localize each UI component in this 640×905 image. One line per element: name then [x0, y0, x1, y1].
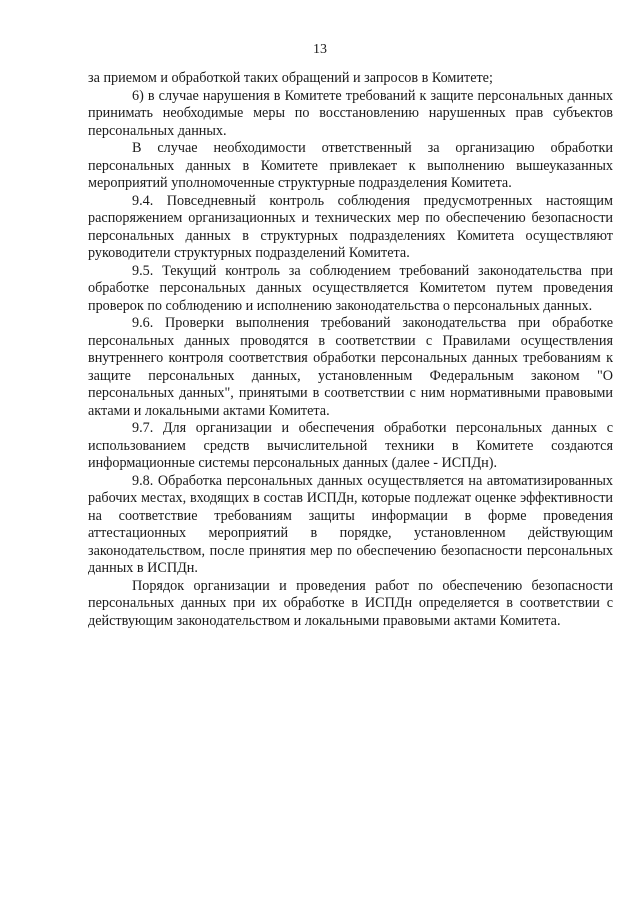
page-number: 13: [313, 42, 327, 57]
paragraph-continuation: за приемом и обработкой таких обращений и запросов в Комитете;: [88, 70, 493, 86]
paragraph-9-7: 9.7. Для организации и обеспечения обработки персональных данных с использованием средств вычислительной техники в Комитете создаются информационные системы персональных данных (далее - ИСПДн).: [88, 420, 613, 471]
paragraph-9-5: 9.5. Текущий контроль за соблюдением требований законодательства при обработке персональных данных осуществляется Комитетом путем проведения проверок по соблюдению и исполнению законодательства о персональных данных.: [88, 262, 613, 314]
paragraph-responsible-person: В случае необходимости ответственный за организацию обработки персональных данных в Комитете привлекает к выполнению вышеуказанных мероприятий уполномоченные структурные подразделения Комитета.: [88, 140, 613, 191]
paragraph-procedure: Порядок организации и проведения работ по обеспечению безопасности персональных данных при их обработке в ИСПДн определяется в соответствии с действующим законодательством и локальными правовыми актами Комитета.: [88, 577, 613, 629]
paragraph-9-8: 9.8. Обработка персональных данных осуществляется на автоматизированных рабочих местах, входящих в состав ИСПДн, которые подлежат оценке эффективности на соответствие требованиям защиты информации в форме проведения аттестационных мероприятий в порядке, установленном действующим законодательством, после принятия мер по обеспечению безопасности персональных данных в ИСПДн.: [88, 472, 613, 576]
paragraph-item-6: 6) в случае нарушения в Комитете требований к защите персональных данных принимать необходимые меры по восстановлению нарушенных прав субъектов персональных данных.: [88, 87, 613, 139]
paragraph-9-6: 9.6. Проверки выполнения требований законодательства при обработке персональных данных проводятся в соответствии с Правилами осуществления внутреннего контроля соответствия обработки персональных данных требованиям к защите персональных данных, установленным Федеральным законом "О персональных данных", принятыми в соответствии с ним нормативными правовыми актами и локальными актами Комитета.: [88, 315, 613, 419]
paragraph-9-4: 9.4. Повседневный контроль соблюдения предусмотренных настоящим распоряжением организационных и технических мер по обеспечению безопасности персональных данных в структурных подразделениях Комитета осуществляют руководители структурных подразделений Комитета.: [88, 192, 613, 261]
document-body: [88, 70, 613, 630]
